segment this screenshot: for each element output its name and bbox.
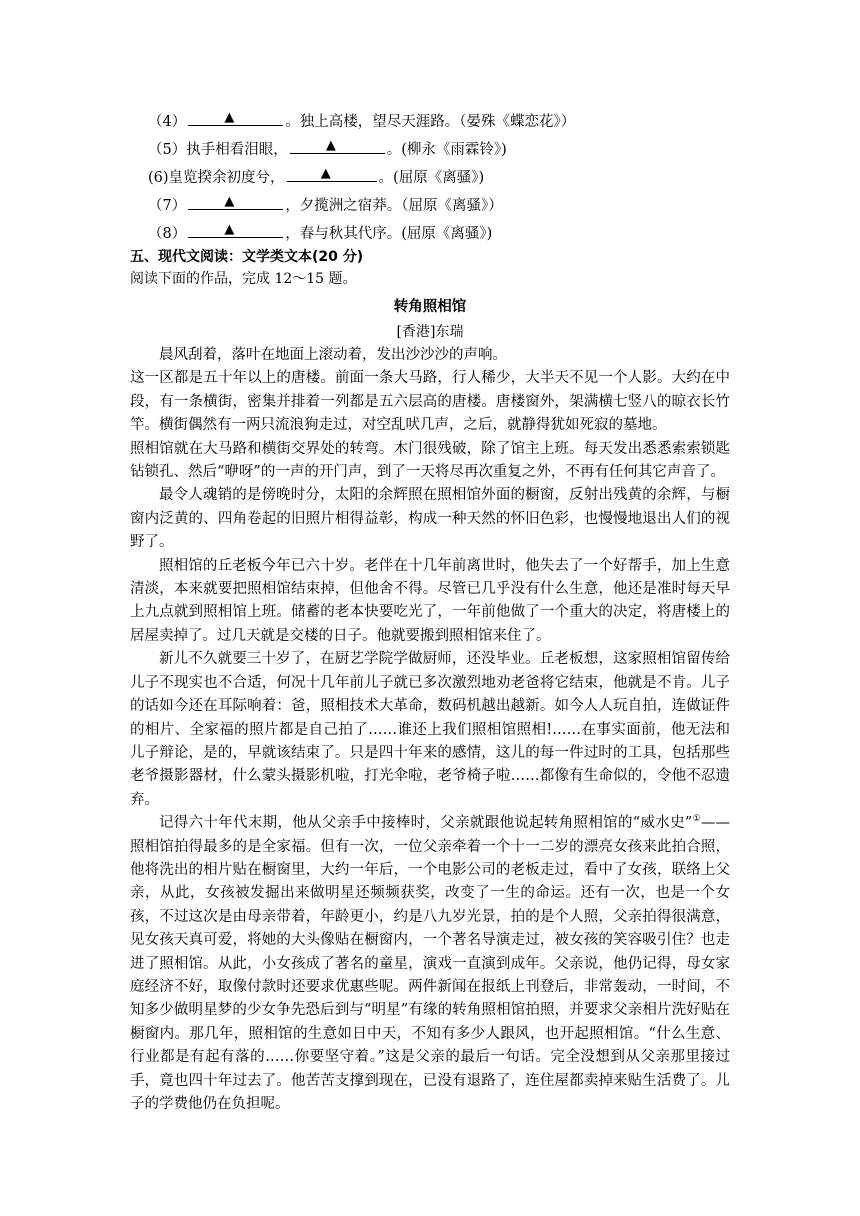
article-title: 转角照相馆 [393,299,467,315]
article-paragraph: 最令人魂销的是傍晚时分，太阳的余辉照在照相馆外面的橱窗，反射出残黄的余辉，与橱窗内泛黄的、四角卷起的旧照片相得益彰，构成一种天然的怀旧色彩，也慢慢地退出人们的视野了。 [130,487,730,551]
triangle-marker-icon: ▲ [320,166,331,181]
item-suffix-text: 。(屈原《离骚》) [378,170,485,186]
article-author: [香港]东瑞 [396,324,464,340]
item-number: （8） [148,226,187,242]
fill-blank-item [130,192,730,220]
section-heading: 五、现代文阅读：文学类文本(20 分) [130,249,364,265]
article-paragraph: 照相馆就在大马路和横街交界处的转弯。木门很残破，除了馆主上班。每天发出悉悉索索锁匙钻锁孔、然后“咿呀”的一声的开门声，到了一天将尽再次重复之外，不再有任何其它声音了。 [130,440,730,481]
item-suffix-text: ，夕揽洲之宿莽。（屈原《离骚》） [285,198,503,214]
article-body [130,344,730,1116]
item-number: （4） [148,114,187,130]
article-paragraph: 这一区都是五十年以上的唐楼。前面一条大马路，行人稀少，大半天不见一个人影。大约在中段，有一条横街，密集并排着一列都是五六层高的唐楼。唐楼窗外，架满横七竖八的晾衣长竹竿。横街偶然有一两只流浪狗走过，对空乱吠几声，之后，就静得犹如死寂的墓地。 [130,370,730,434]
fill-blank-item [130,136,730,164]
item-suffix-text: ，春与秋其代序。(屈原《离骚》) [285,226,493,242]
article-paragraph: 记得六十年代末期，他从父亲手中接棒时，父亲就跟他说起转角照相馆的“威水史”①——照相馆拍得最多的是全家福。但有一次，一位父亲牵着一个十一二岁的漂亮女孩来此拍合照，他将洗出的相片贴在橱窗里，大约一年后，一个电影公司的老板走过，看中了女孩，联络上父亲，从此，女孩被发掘出来做明星还频频获奖，改变了一生的命运。还有一次，也是一个女孩，不过这次是由母亲带着，年龄更小，约是八九岁光景，拍的是个人照，父亲拍得很满意，见女孩天真可爱，将她的大头像贴在橱窗内，一个著名导演走过，被女孩的笑容吸引住？也走进了照相馆。从此，小女孩成了著名的童星，演戏一直演到成年。父亲说，他仍记得，母女家庭经济不好，取像付款时还要求优惠些呢。两件新闻在报纸上刊登后，非常轰动，一时间，不知多少做明星梦的少女争先恐后到与“明星”有缘的转角照相馆拍照，并要求父亲相片洗好贴在橱窗内。那几年，照相馆的生意如日中天，不知有多少人跟风，也开起照相馆。“什么生意、行业都是有起有落的……你要坚守着。”这是父亲的最后一句话。完全没想到从父亲那里接过手，竟也四十年过去了。他苦苦支撑到现在，已没有退路了，连住屋都卖掉来贴生活费了。儿子的学费他仍在负担呢。 [130,814,730,1112]
triangle-marker-icon: ▲ [224,110,235,125]
document-page [130,108,730,1116]
fill-blank-item [130,164,730,192]
instruction-text: 阅读下面的作品，完成 12～15 题。 [130,271,357,287]
answer-blank [290,137,385,154]
answer-blank [287,165,377,182]
article-paragraph: 晨风刮着，落叶在地面上滚动着，发出沙沙沙的声响。 [159,347,507,363]
item-number: (6) [148,170,169,186]
fill-blank-list [130,108,730,248]
triangle-marker-icon: ▲ [224,222,235,237]
item-prefix-text: 皇览揆余初度兮， [168,170,285,186]
fill-blank-item [130,220,730,248]
fill-blank-item [130,108,730,136]
item-prefix-text: 执手相看泪眼， [186,142,288,158]
triangle-marker-icon: ▲ [224,194,235,209]
triangle-marker-icon: ▲ [325,138,336,153]
answer-blank [188,109,283,126]
item-number: （5） [148,142,187,158]
item-number: （7） [148,198,187,214]
item-suffix-text: 。(柳永《雨霖铃》) [386,142,507,158]
answer-blank [188,193,283,210]
item-suffix-text: 。独上高楼，望尽天涯路。（晏殊《蝶恋花》） [285,114,576,130]
article-paragraph: 新儿不久就要三十岁了，在厨艺学院学做厨师，还没毕业。丘老板想，这家照相馆留传给儿子不现实也不合适，何况十几年前儿子就已多次激烈地劝老爸将它结束，他就是不肯。儿子的话如今还在耳际响着：爸，照相技术大革命，数码机越出越新。如今人人玩自拍，连做证件的相片、全家福的照片都是自己拍了……谁还上我们照相馆照相!……在事实面前，他无法和儿子辩论，是的，早就该结束了。只是四十年来的感情，这儿的每一件过时的工具，包括那些老爷摄影器材，什么蒙头摄影机啦，打光伞啦，老爷椅子啦……都像有生命似的，令他不忍遗弃。 [130,651,730,808]
footnote-marker: ① [692,814,701,825]
answer-blank [188,221,283,238]
article-paragraph: 照相馆的丘老板今年已六十岁。老伴在十几年前离世时，他失去了一个好帮手，加上生意清淡，本来就要把照相馆结束掉，但他舍不得。尽管已几乎没有什么生意，他还是准时每天早上九点就到照相馆上班。储蓄的老本快要吃光了，一年前他做了一个重大的决定，将唐楼上的居屋卖掉了。过几天就是交楼的日子。他就要搬到照相馆来住了。 [130,557,730,644]
